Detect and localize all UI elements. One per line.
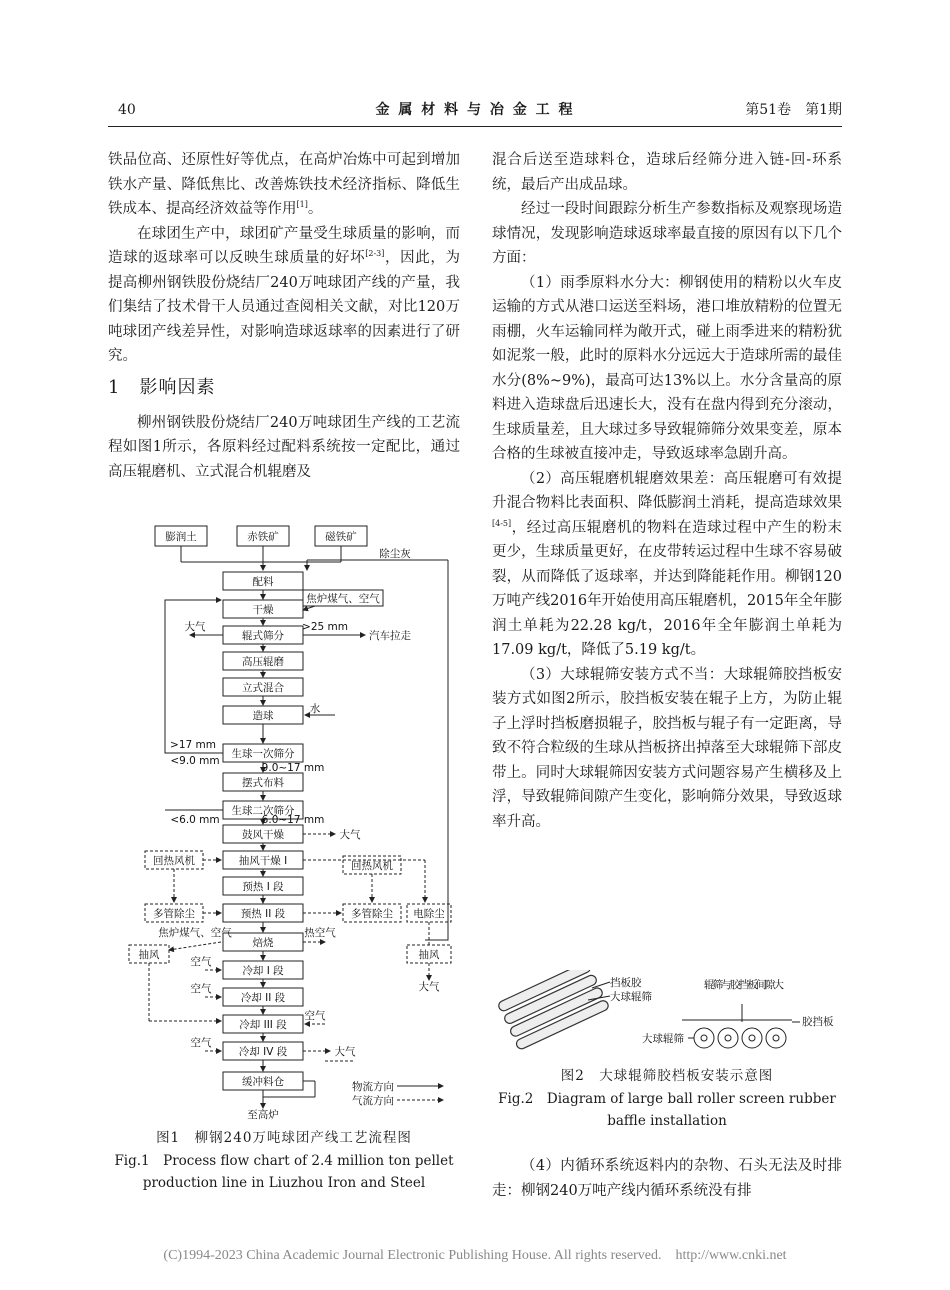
roller-screen-diagram <box>492 970 842 1060</box>
svg-text:挡板胶: 挡板胶 <box>610 977 642 989</box>
right-column-bottom <box>492 1154 842 1203</box>
svg-text:胶挡板: 胶挡板 <box>802 1016 834 1028</box>
box-hpgr: 高压辊磨 <box>242 656 284 668</box>
box-updraft-drying: 鼓风干燥 <box>242 829 284 841</box>
svg-text:6.0~17 mm: 6.0~17 mm <box>261 814 325 826</box>
svg-text:>25 mm: >25 mm <box>302 621 348 633</box>
box-cooling-2: 冷却 II 段 <box>240 992 286 1004</box>
volume-issue: 第51卷 第1期 <box>745 102 842 118</box>
svg-text:多管除尘: 多管除尘 <box>153 908 195 920</box>
svg-text:空气: 空气 <box>190 956 212 968</box>
right-paragraph-4: （2）高压辊磨机辊磨效果差：高压辊磨可有效提升混合物料比表面积、降低膨润土消耗，提高造球效果[4-5]，经过高压辊磨机的物料在造球过程中产生的粉末更少，生球质量更好，在皮带转运过程中生球不容易破裂，从而降低了返球率，并达到降能耗作用。柳钢120万吨产线2016年开始使用高压辊磨机，2015年全年膨润土单耗为22.28 kg/t，2016年全年膨润土单耗为17.09 kg/t，降低了5.19 kg/t。 <box>492 470 842 658</box>
right-paragraph-6: （4）内循环系统返料内的杂物、石头无法及时排走：柳钢240万吨产线内循环系统没有排 <box>492 1158 842 1199</box>
box-roller-screening: 辊式筛分 <box>242 630 284 642</box>
journal-title: 金 属 材 料 与 冶 金 工 程 <box>375 102 575 118</box>
right-column <box>492 148 842 834</box>
header-rule <box>108 126 842 127</box>
svg-text:大气: 大气 <box>184 621 206 633</box>
figure-1-caption-cn: 图1 柳钢240万吨球团产线工艺流程图 <box>156 1130 412 1146</box>
figure-1-caption-en: Fig.1 Process flow chart of 2.4 million ton pellet production line in Liuzhou Iron and Steel <box>114 1153 454 1191</box>
page-number: 40 <box>118 102 136 118</box>
box-batching: 配料 <box>252 576 274 588</box>
ref-2-3[interactable]: [2-3] <box>365 249 385 259</box>
svg-text:9.0~17 mm: 9.0~17 mm <box>261 762 325 774</box>
svg-text:空气: 空气 <box>190 983 212 995</box>
process-flow-chart <box>125 520 460 1120</box>
svg-text:汽车拉走: 汽车拉走 <box>369 630 411 642</box>
svg-text:抽风: 抽风 <box>138 949 160 961</box>
svg-text:焦炉煤气、空气: 焦炉煤气、空气 <box>158 927 232 939</box>
svg-text:<9.0 mm: <9.0 mm <box>170 755 220 767</box>
box-green-screening-1: 生球一次筛分 <box>231 748 295 760</box>
svg-text:大气: 大气 <box>339 829 361 841</box>
svg-text:空气: 空气 <box>304 1010 326 1022</box>
box-roasting: 焙烧 <box>252 937 274 949</box>
box-pelletizing: 造球 <box>252 710 274 722</box>
box-swing-distribution: 摆式布料 <box>242 777 284 789</box>
ref-4-5[interactable]: [4-5] <box>492 518 512 528</box>
svg-text:>17 mm: >17 mm <box>170 739 216 751</box>
box-preheat-1: 预热 I 段 <box>242 881 284 893</box>
box-downdraft-drying: 抽风干燥 I <box>238 855 288 867</box>
left-column <box>108 148 460 484</box>
svg-text:热空气: 热空气 <box>304 927 336 939</box>
figure-2-caption-en: Fig.2 Diagram of large ball roller screen rubber baffle installation <box>498 1091 836 1129</box>
svg-text:大气: 大气 <box>418 981 440 993</box>
label-dust-ash: 除尘灰 <box>379 548 411 560</box>
right-paragraph-1: 混合后送至造球料仓，造球后经筛分进入链-回-环系统，最后产出成品球。 <box>492 152 842 193</box>
right-paragraph-5: （3）大球辊筛安装方式不当：大球辊筛胶挡板安装方式如图2所示，胶挡板安装在辊子上方，为防止辊子上浮时挡板磨损辊子，胶挡板与辊子有一定距离，导致不符合粒级的生球从挡板挤出掉落至大球辊筛下部皮带上。同时大球辊筛因安装方式问题容易产生横移及上浮，导致辊筛间隙产生变化，影响筛分效果，导致返球率升高。 <box>492 666 842 830</box>
box-green-screening-2: 生球二次筛分 <box>231 805 295 817</box>
svg-text:多管除尘: 多管除尘 <box>351 908 393 920</box>
ref-1[interactable]: [1] <box>296 200 308 210</box>
box-preheat-2: 预热 II 段 <box>240 908 286 920</box>
figure-1-caption <box>108 1126 460 1194</box>
right-paragraph-2: 经过一段时间跟踪分析生产参数指标及观察现场造球情况，发现影响造球返球率最直接的原因有以下几个方面： <box>492 201 842 266</box>
left-paragraph-3: 柳州钢铁股份烧结厂240万吨球团生产线的工艺流程如图1所示，各原料经过配料系统按一定配比，通过高压辊磨机、立式混合机辊磨及 <box>108 414 460 480</box>
svg-text:大气: 大气 <box>334 1046 356 1058</box>
box-cooling-4: 冷却 IV 段 <box>238 1046 288 1058</box>
svg-text:回热风机: 回热风机 <box>351 860 393 872</box>
svg-text:辊筛与胶挡板间隙大: 辊筛与胶挡板间隙大 <box>704 979 784 991</box>
figure-2-caption <box>492 1064 842 1132</box>
box-bentonite: 膨润土 <box>165 531 197 543</box>
left-paragraph-2: 在球团生产中，球团矿产量受生球质量的影响，而造球的返球率可以反映生球质量的好坏[2-3]，因此，为提高柳州钢铁股份烧结厂240万吨球团产线的产量，我们集结了技术骨干人员通过查阅相关文献，对比120万吨球团产线差异性，对影响造球返球率的因素进行了研究。 <box>108 225 461 364</box>
copyright-footer: (C)1994-2023 China Academic Journal Electronic Publishing House. All rights reserved. http://www.cnki.net <box>163 1248 787 1263</box>
section-heading: 1 影响因素 <box>108 376 216 398</box>
box-magnetite: 磁铁矿 <box>325 531 357 543</box>
svg-text:气流方向: 气流方向 <box>352 1095 394 1107</box>
svg-text:大球辊筛: 大球辊筛 <box>642 1033 684 1045</box>
box-vertical-mixing: 立式混合 <box>242 682 284 694</box>
figure-2-caption-cn: 图2 大球辊筛胶档板安装示意图 <box>560 1068 774 1084</box>
left-paragraph-1: 铁品位高、还原性好等优点，在高炉冶炼中可起到增加铁水产量、降低焦比、改善炼铁技术经济指标、降低生铁成本、提高经济效益等作用[1]。 <box>108 152 460 217</box>
box-hematite: 赤铁矿 <box>247 531 279 543</box>
right-paragraph-3: （1）雨季原料水分大：柳钢使用的精粉以火车皮运输的方式从港口运送至料场，港口堆放精粉的位置无雨棚，火车运输同样为敞开式，碰上雨季进来的精粉犹如泥浆一般，此时的原料水分远远大于造球所需的最佳水分(8%~9%)，最高可达13%以上。水分含量高的原料进入造球盘后迅速长大，没有在盘内得到充分滚动，生球质量差，且大球过多导致辊筛筛分效果变差，原本合格的生球被直接冲走，导致返球率急剧升高。 <box>492 274 842 462</box>
svg-text:物流方向: 物流方向 <box>352 1081 394 1093</box>
box-drying: 干燥 <box>252 604 274 616</box>
svg-text:抽风: 抽风 <box>418 949 440 961</box>
svg-text:大球辊筛: 大球辊筛 <box>610 991 652 1003</box>
box-buffer-bin: 缓冲料仓 <box>242 1076 284 1088</box>
box-cooling-3: 冷却 III 段 <box>239 1019 287 1031</box>
svg-text:回热风机: 回热风机 <box>153 855 195 867</box>
box-cooling-1: 冷却 I 段 <box>242 965 284 977</box>
svg-text:电除尘: 电除尘 <box>413 908 445 920</box>
svg-text:空气: 空气 <box>190 1037 212 1049</box>
svg-text:焦炉煤气、空气: 焦炉煤气、空气 <box>306 593 380 605</box>
svg-text:<6.0 mm: <6.0 mm <box>170 814 220 826</box>
svg-text:至高炉: 至高炉 <box>247 1109 279 1120</box>
svg-text:水: 水 <box>309 703 321 715</box>
